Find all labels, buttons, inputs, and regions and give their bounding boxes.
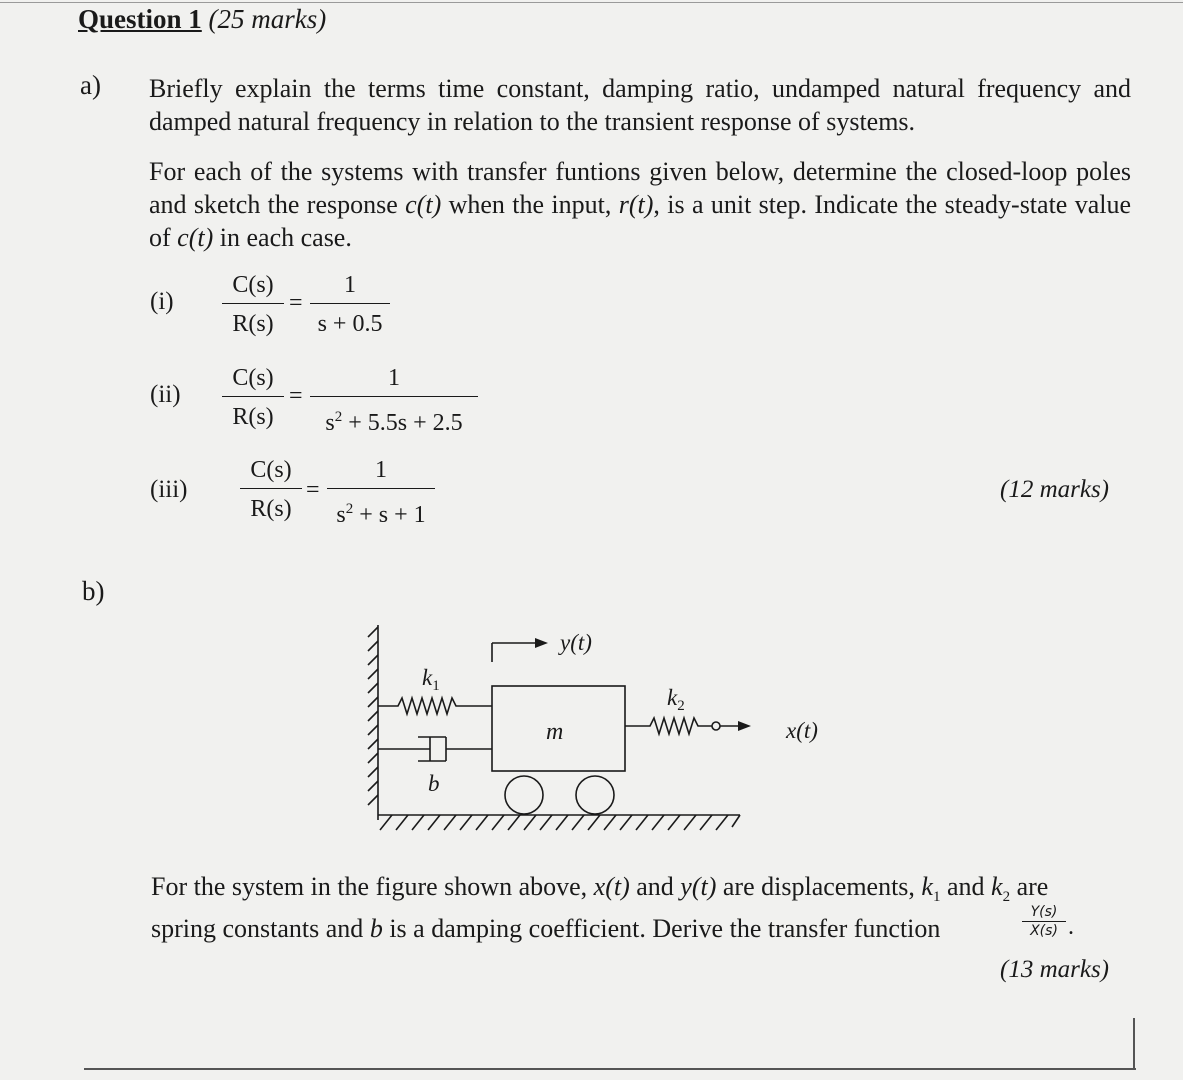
- k2-label: $k_2$: [667, 685, 685, 714]
- part-b-line-1: For the system in the figure shown above, x(t) and y(t) are displacements, $k_1$ and $k_2$ are: [151, 872, 1049, 906]
- equation-1-equals: =: [289, 290, 303, 316]
- part-a-paragraph-2: For each of the systems with transfer funtions given below, determine the closed-loop poles and sketch the response c(t) when the input, r(t), is a unit step. Indicate the steady-state value of c(t) in each case.: [149, 157, 1132, 252]
- question-number: Question 1: [78, 4, 202, 34]
- k1-label: $k_1$: [422, 665, 440, 694]
- equation-1-lhs: $\frac{C(s)}{R(s)}$: [222, 273, 284, 336]
- equation-3-equals: =: [306, 477, 320, 503]
- part-b-label: b): [82, 576, 105, 606]
- equation-2-rhs: $\frac{1}{s^2 + 5.5s + 2.5}$: [310, 366, 478, 435]
- damper-b: [378, 737, 492, 761]
- equation-2-lhs: $\frac{C(s)}{R(s)}$: [222, 366, 284, 429]
- spring-k2: [625, 718, 712, 734]
- y-label: y(t): [560, 630, 592, 655]
- transfer-function-period: .: [1068, 914, 1074, 940]
- equation-3-label: (iii): [150, 476, 188, 503]
- transfer-function-fraction: Y(s) X(s): [1022, 905, 1066, 938]
- mass-spring-damper-figure: [340, 605, 770, 845]
- bottom-rule-tick: [1133, 1018, 1135, 1070]
- part-a-marks: (12 marks): [1000, 476, 1110, 503]
- equation-1-label: (i): [150, 288, 174, 315]
- part-a-label: a): [80, 70, 101, 100]
- equation-2-equals: =: [289, 383, 303, 409]
- mass-label: m: [546, 719, 564, 745]
- equation-3-rhs: $\frac{1}{s^2 + s + 1}$: [327, 458, 435, 527]
- top-rule: [0, 2, 1183, 3]
- part-a-paragraph-1: Briefly explain the terms time constant, damping ratio, undamped natural frequency and damped natural frequency in relation to the transient response of systems.: [149, 74, 1131, 136]
- question-marks: (25 marks): [208, 4, 327, 34]
- wall-hatching: [368, 627, 378, 805]
- equation-1-rhs: $\frac{1}{s + 0.5}$: [310, 273, 390, 336]
- equation-3-lhs: $\frac{C(s)}{R(s)}$: [240, 458, 302, 521]
- x-label: x(t): [786, 718, 818, 743]
- input-node: [712, 722, 720, 730]
- wheel-right: [576, 776, 614, 814]
- floor-hatching: [380, 815, 740, 830]
- y-arrow-head: [535, 638, 548, 648]
- bottom-rule: [84, 1068, 1136, 1070]
- x-arrow-head: [738, 721, 751, 731]
- spring-k1: [378, 698, 492, 714]
- wheel-left: [505, 776, 543, 814]
- question-title: [78, 4, 326, 35]
- part-b-marks: (13 marks): [1000, 956, 1110, 983]
- part-b-line-2: spring constants and b is a damping coefficient. Derive the transfer function: [151, 914, 941, 943]
- equation-2-label: (ii): [150, 381, 181, 408]
- damper-label: b: [428, 771, 440, 796]
